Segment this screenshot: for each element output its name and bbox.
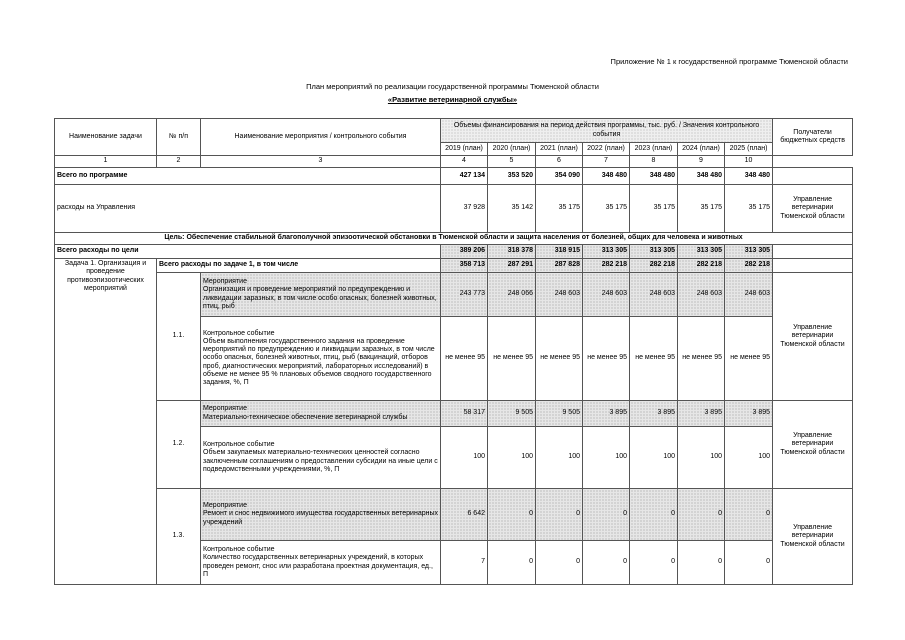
column-number: 8 — [630, 156, 678, 168]
table-cell: 0 — [678, 541, 725, 585]
table-cell: 0 — [488, 541, 536, 585]
item-number: 1.1. — [157, 273, 201, 401]
table-cell: 3 895 — [583, 401, 630, 427]
table-cell: 0 — [536, 489, 583, 541]
table-cell: 348 480 — [678, 168, 725, 185]
column-number: 1 — [55, 156, 157, 168]
goal-total-label: Всего расходы по цели — [55, 245, 441, 259]
recipient-cell: Управление ветеринарии Тюменской области — [773, 401, 853, 489]
recipient-cell: Управление ветеринарии Тюменской области — [773, 489, 853, 585]
table-cell: 313 305 — [678, 245, 725, 259]
table-cell: 0 — [630, 489, 678, 541]
appendix-note: Приложение № 1 к государственной программе Тюменской области — [610, 57, 848, 66]
column-number: 2 — [157, 156, 201, 168]
column-number: 10 — [725, 156, 773, 168]
table-cell: 3 895 — [678, 401, 725, 427]
control-description: Контрольное событие Количество государственных ветеринарных учреждений, в которых проведен ремонт, снос или разработана проектная документация, ед., П — [201, 541, 441, 585]
table-cell: 7 — [441, 541, 488, 585]
goal-text: Цель: Обеспечение стабильной благополучной эпизоотической обстановки в Тюменской области и защита населения от болезней, общих для человека и животных — [55, 233, 853, 245]
table-cell: не менее 95 — [488, 317, 536, 401]
table-cell: 313 305 — [583, 245, 630, 259]
header-recipients: Получатели бюджетных средств — [773, 119, 853, 156]
item-number: 1.2. — [157, 401, 201, 489]
table-cell: 318 378 — [488, 245, 536, 259]
column-number: 4 — [441, 156, 488, 168]
goal-total-row — [55, 245, 853, 259]
table-cell: 243 773 — [441, 273, 488, 317]
task1-total-label: Всего расходы по задаче 1, в том числе — [157, 259, 441, 273]
event-row — [55, 273, 853, 317]
table-cell: 282 218 — [583, 259, 630, 273]
table-cell: не менее 95 — [725, 317, 773, 401]
table-cell: 248 603 — [630, 273, 678, 317]
event-description: Мероприятие Материально-техническое обеспечение ветеринарной службы — [201, 401, 441, 427]
table-cell — [773, 168, 853, 185]
table-cell: 100 — [630, 427, 678, 489]
table-cell: не менее 95 — [678, 317, 725, 401]
program-name: «Развитие ветеринарной службы» — [387, 95, 518, 104]
table-cell: 0 — [488, 489, 536, 541]
table-cell: 6 642 — [441, 489, 488, 541]
plan-table — [54, 118, 853, 585]
table-cell: не менее 95 — [583, 317, 630, 401]
table-cell: 282 218 — [725, 259, 773, 273]
table-cell: 282 218 — [678, 259, 725, 273]
table-cell: 35 175 — [725, 185, 773, 233]
header-num: № п/п — [157, 119, 201, 156]
year-header: 2024 (план) — [678, 143, 725, 156]
table-cell: 35 142 — [488, 185, 536, 233]
table-cell: 348 480 — [630, 168, 678, 185]
table-cell: не менее 95 — [630, 317, 678, 401]
table-cell: не менее 95 — [441, 317, 488, 401]
table-cell: 0 — [678, 489, 725, 541]
event-row — [55, 489, 853, 541]
table-cell: 100 — [678, 427, 725, 489]
year-header: 2022 (план) — [583, 143, 630, 156]
plan-title: План мероприятий по реализации государственной программы Тюменской области — [306, 82, 599, 91]
column-number: 9 — [678, 156, 725, 168]
management-row — [55, 185, 853, 233]
table-cell: 35 175 — [536, 185, 583, 233]
table-cell: 354 090 — [536, 168, 583, 185]
table-cell — [773, 259, 853, 273]
management-label: расходы на Управления — [55, 185, 441, 233]
control-description: Контрольное событие Объем выполнения государственного задания на проведение мероприятий по предупреждению и ликвидации заразных, в том числе особо опасных, болезней животных, птиц, рыб (вакцинаций, отборов проб, диагностических мероприятий, лабораторных исследований) в объеме не менее 95 % плановых объемов сводного государственного задания, %, П — [201, 317, 441, 401]
item-number: 1.3. — [157, 489, 201, 585]
table-cell: 248 603 — [678, 273, 725, 317]
column-number: 5 — [488, 156, 536, 168]
event-description: Мероприятие Ремонт и снос недвижимого имущества государственных ветеринарных учреждений — [201, 489, 441, 541]
table-cell: 427 134 — [441, 168, 488, 185]
total-program-row — [55, 168, 853, 185]
header-event: Наименование мероприятия / контрольного события — [201, 119, 441, 156]
table-cell: 313 305 — [630, 245, 678, 259]
year-header: 2025 (план) — [725, 143, 773, 156]
table-cell: 100 — [441, 427, 488, 489]
table-cell: 100 — [583, 427, 630, 489]
table-cell: 35 175 — [630, 185, 678, 233]
table-cell: 100 — [725, 427, 773, 489]
table-cell: 358 713 — [441, 259, 488, 273]
table-cell: 389 206 — [441, 245, 488, 259]
event-row — [55, 401, 853, 427]
table-cell: 9 505 — [536, 401, 583, 427]
recipient-cell: Управление ветеринарии Тюменской области — [773, 273, 853, 401]
control-description: Контрольное событие Объем закупаемых материально-технических ценностей согласно заключенным соглашениям о предоставлении субсидии на иные цели с подведомственными учреждениями, %, П — [201, 427, 441, 489]
table-cell: 287 828 — [536, 259, 583, 273]
table-cell: 58 317 — [441, 401, 488, 427]
table-cell: не менее 95 — [536, 317, 583, 401]
table-cell: 0 — [583, 541, 630, 585]
table-cell: 100 — [536, 427, 583, 489]
year-header: 2023 (план) — [630, 143, 678, 156]
table-cell: 248 066 — [488, 273, 536, 317]
table-cell: 37 928 — [441, 185, 488, 233]
task1-total-row — [55, 259, 853, 273]
header-funding: Объемы финансирования на период действия программы, тыс. руб. / Значения контрольного события — [441, 119, 773, 143]
table-cell: 353 520 — [488, 168, 536, 185]
table-cell: 3 895 — [725, 401, 773, 427]
table-cell: 313 305 — [725, 245, 773, 259]
table-cell: 35 175 — [678, 185, 725, 233]
table-cell: 100 — [488, 427, 536, 489]
table-cell: 0 — [583, 489, 630, 541]
event-description: Мероприятие Организация и проведение мероприятий по предупреждению и ликвидации заразных, в том числе особо опасных, болезней животных, птиц, рыб — [201, 273, 441, 317]
table-cell: 9 505 — [488, 401, 536, 427]
table-cell: 348 480 — [725, 168, 773, 185]
table-cell: 0 — [630, 541, 678, 585]
column-numbers-row — [55, 156, 853, 168]
table-cell: 0 — [725, 489, 773, 541]
table-cell: 248 603 — [725, 273, 773, 317]
year-header: 2021 (план) — [536, 143, 583, 156]
table-cell: 282 218 — [630, 259, 678, 273]
plan-subtitle — [0, 95, 905, 104]
goal-row — [55, 233, 853, 245]
table-cell: 348 480 — [583, 168, 630, 185]
table-cell: 248 603 — [536, 273, 583, 317]
column-number: 3 — [201, 156, 441, 168]
table-cell — [773, 245, 853, 259]
year-header: 2019 (план) — [441, 143, 488, 156]
table-cell: 318 915 — [536, 245, 583, 259]
column-number: 6 — [536, 156, 583, 168]
table-cell: 287 291 — [488, 259, 536, 273]
table-cell: 0 — [725, 541, 773, 585]
header-task: Наименование задачи — [55, 119, 157, 156]
year-header: 2020 (план) — [488, 143, 536, 156]
column-number: 7 — [583, 156, 630, 168]
table-cell: 35 175 — [583, 185, 630, 233]
task-name: Задача 1. Организация и проведение противоэпизоотических мероприятий — [55, 259, 157, 585]
total-program-label: Всего по программе — [55, 168, 441, 185]
table-cell: 248 603 — [583, 273, 630, 317]
table-cell: 3 895 — [630, 401, 678, 427]
recipient-cell: Управление ветеринарии Тюменской области — [773, 185, 853, 233]
table-cell: 0 — [536, 541, 583, 585]
